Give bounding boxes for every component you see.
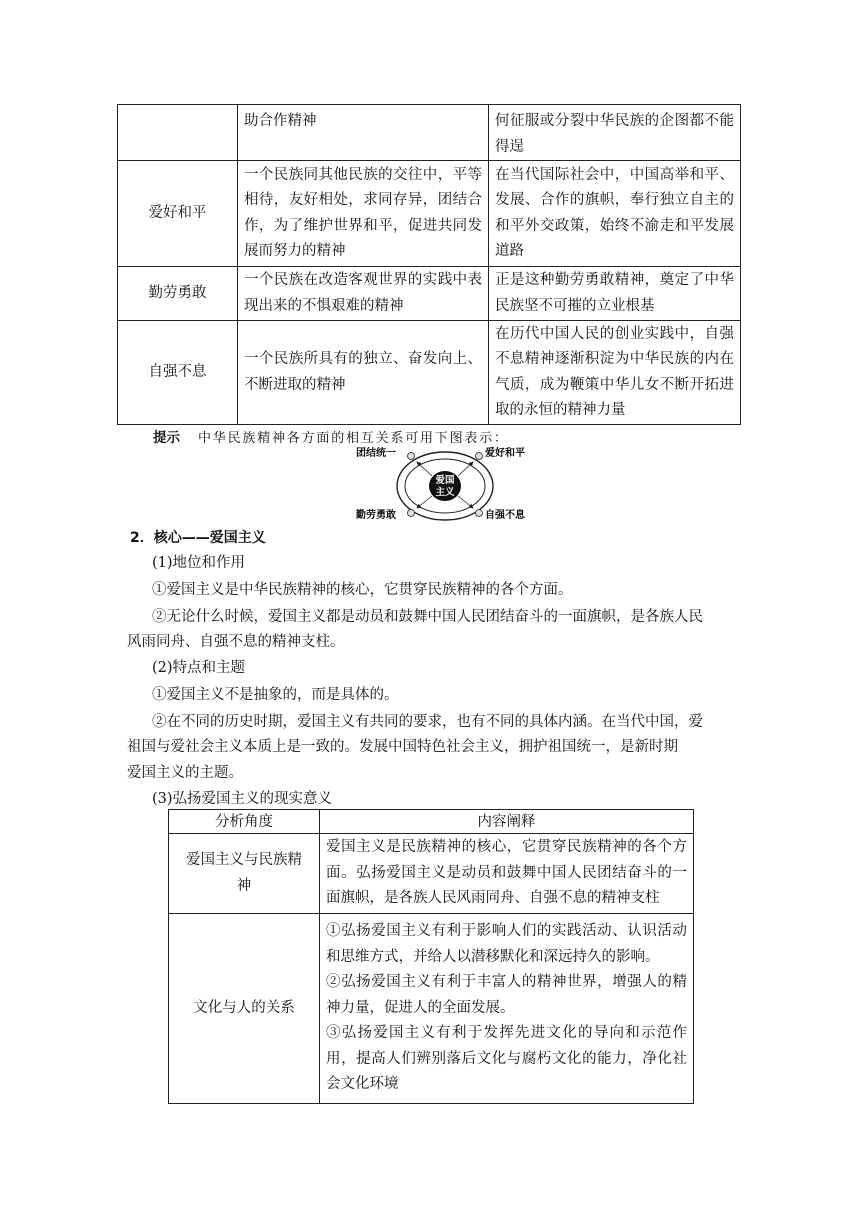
paragraph: ①爱国主义不是抽象的，而是具体的。	[152, 687, 399, 703]
node-top-right	[476, 453, 483, 460]
subheading: (1)地位和作用	[152, 555, 246, 571]
label-top-left: 团结统一	[356, 448, 396, 459]
arrow-top-left	[417, 462, 432, 476]
table-cell	[320, 914, 694, 1104]
hint-label: 提示	[153, 430, 180, 446]
table-cell: 一个民族所具有的独立、奋发向上、不断进取的精神	[238, 321, 489, 425]
paragraph: ②在不同的历史时期，爱国主义有共同的要求，也有不同的具体内涵。在当代中国，爱	[152, 714, 703, 730]
table-cell: 在当代国际社会中，中国高举和平、发展、合作的旗帜，奉行独立自主的和平外交政策，始终不渝走和平发展道路	[489, 161, 741, 267]
section-heading: 2．核心——爱国主义	[130, 530, 266, 546]
table-cell: 爱国主义与民族精神	[169, 834, 320, 914]
arrow-bottom-right	[458, 496, 473, 508]
table-cell: 文化与人的关系	[169, 914, 320, 1104]
node-top-left	[408, 453, 415, 460]
table-row	[169, 834, 694, 914]
arrow-top-right	[458, 462, 473, 476]
table-cell: 自强不息	[118, 321, 238, 425]
table-cell: 爱好和平	[118, 161, 238, 267]
cell-paragraph: ③弘扬爱国主义有利于发挥先进文化的导向和示范作用，提高人们辨别落后文化与腐朽文化的能力，净化社会文化环境	[326, 1025, 687, 1093]
spirit-table	[117, 104, 741, 425]
table-cell: 在历代中国人民的创业实践中，自强不息精神逐渐积淀为中华民族的内在气质，成为鞭策中华儿女不断开拓进取的永恒的精神力量	[489, 321, 741, 425]
spirit-diagram	[348, 442, 538, 522]
subheading: (2)特点和主题	[152, 660, 246, 676]
table-cell	[118, 105, 238, 161]
table-header-row	[169, 810, 694, 834]
table-cell: 何征服或分裂中华民族的企图都不能得逞	[489, 105, 741, 161]
cell-paragraph: ①弘扬爱国主义有利于影响人们的实践活动、认识活动和思维方式，并给人以潜移默化和深远持久的影响。	[326, 923, 687, 965]
paragraph: 风雨同舟、自强不息的精神支柱。	[127, 634, 345, 650]
cell-paragraph: ②弘扬爱国主义有利于丰富人的精神世界，增强人的精神力量，促进人的全面发展。	[326, 974, 687, 1016]
table-row	[118, 161, 741, 267]
table-row	[169, 914, 694, 1104]
significance-table	[168, 809, 694, 1104]
label-bottom-right: 自强不息	[485, 510, 525, 521]
table-cell: 一个民族在改造客观世界的实践中表现出来的不惧艰难的精神	[238, 267, 489, 321]
table-row	[118, 105, 741, 161]
table-header-cell: 分析角度	[169, 810, 320, 834]
table-row	[118, 267, 741, 321]
table-cell	[320, 834, 694, 914]
table-cell: 勤劳勇敢	[118, 267, 238, 321]
paragraph: ①爱国主义是中华民族精神的核心，它贯穿民族精神的各个方面。	[152, 582, 573, 598]
center-label-1: 爱国	[435, 475, 455, 486]
hint-text: 中华民族精神各方面的相互关系可用下图表示：	[198, 431, 509, 446]
node-bottom-right	[476, 510, 483, 517]
cell-paragraph: 爱国主义是民族精神的核心，它贯穿民族精神的各个方面。弘扬爱国主义是动员和鼓舞中国人民团结奋斗的一面旗帜，是各族人民风雨同舟、自强不息的精神支柱	[326, 839, 687, 907]
table-header-cell: 内容阐释	[320, 810, 694, 834]
paragraph: 祖国与爱社会主义本质上是一致的。发展中国特色社会主义，拥护祖国统一，是新时期	[127, 739, 678, 755]
table-cell: 正是这种勤劳勇敢精神，奠定了中华民族坚不可摧的立业根基	[489, 267, 741, 321]
paragraph: ②无论什么时候，爱国主义都是动员和鼓舞中国人民团结奋斗的一面旗帜，是各族人民	[152, 609, 703, 625]
table-cell: 一个民族同其他民族的交往中，平等相待，友好相处，求同存异，团结合作，为了维护世界和平，促进共同发展而努力的精神	[238, 161, 489, 267]
label-top-right: 爱好和平	[485, 448, 525, 459]
arrow-bottom-left	[417, 496, 432, 508]
label-bottom-left: 勤劳勇敢	[356, 510, 396, 521]
center-label-2: 主义	[435, 487, 455, 498]
subheading: (3)弘扬爱国主义的现实意义	[152, 791, 333, 807]
table-cell: 助合作精神	[238, 105, 489, 161]
table-row	[118, 321, 741, 425]
node-bottom-left	[408, 510, 415, 517]
paragraph: 爱国主义的主题。	[127, 765, 243, 781]
